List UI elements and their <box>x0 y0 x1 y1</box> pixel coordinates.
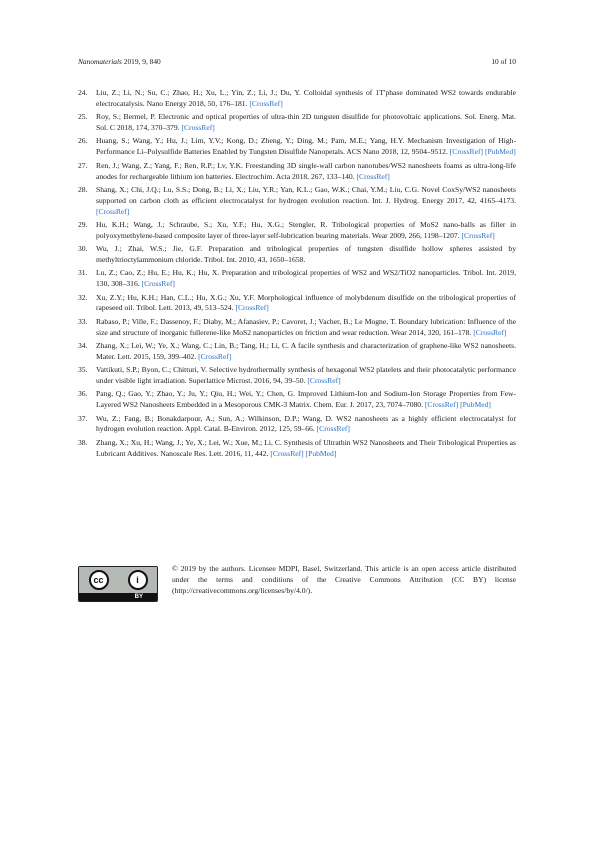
reference-item <box>78 161 516 183</box>
reference-text: Hu, K.H.; Wang, J.; Schraube, S.; Xu, Y.F.; Hu, X.G.; Stengler, R. Tribological properties of MoS2 nano-balls as filler in polyoxymethylene-based composite layer of three-layer self-lubrication bearing materials. Wear 2009, 266, 1198–1207. [CrossRef] <box>96 219 516 240</box>
license-text: © 2019 by the authors. Licensee MDPI, Basel, Switzerland. This article is an open access article distributed under the terms and conditions of the Creative Commons Attribution (CC BY) license (http://creativecommons.org/licenses/by/4.0/). <box>172 564 516 595</box>
attribution-person-icon: i <box>128 570 148 590</box>
reference-item <box>78 317 516 339</box>
reference-item <box>78 293 516 315</box>
reference-item <box>78 88 516 110</box>
reference-links[interactable]: [CrossRef] [PubMed] <box>449 147 516 157</box>
reference-item <box>78 185 516 218</box>
reference-links[interactable]: [CrossRef] <box>307 376 341 386</box>
reference-number: 36. <box>78 389 88 399</box>
reference-text: Huang, S.; Wang, Y.; Hu, J.; Lim, Y.V.; Kong, D.; Zheng, Y.; Ding, M.; Pam, M.E.; Yang, H.Y. Mechanism Investigation of High-Performance Li–Polysulfide Batteries Enabled by Tungsten Disulfide Nanopetals. ACS Nano 2018, 12, 9504–9512. [CrossRef] [PubMed] <box>96 136 516 157</box>
reference-item <box>78 341 516 363</box>
reference-text: Vattikuti, S.P.; Byon, C.; Chitturi, V. Selective hydrothermally synthesis of hexagonal WS2 platelets and their photocatalytic performance under visible light irradiation. Superlattice Microst. 2016, 94, 39–50. [CrossRef] <box>96 365 516 386</box>
reference-item <box>78 438 516 460</box>
reference-text: Wu, Z.; Fang, B.; Bonakdarpour, A.; Sun, A.; Wilkinson, D.P.; Wang, D. WS2 nanosheets as a highly efficient electrocatalyst for hydrogen evolution reaction. Appl. Catal. B-Environ. 2012, 125, 59–66. [CrossRef] <box>96 413 516 434</box>
reference-number: 28. <box>78 184 88 194</box>
reference-links[interactable]: [CrossRef] <box>181 123 215 133</box>
reference-number: 33. <box>78 316 88 326</box>
page-number: 10 of 10 <box>491 57 516 66</box>
reference-number: 26. <box>78 136 88 146</box>
reference-text: Ren, J.; Wang, Z.; Yang, F.; Ren, R.P.; Lv, Y.K. Freestanding 3D single-wall carbon nanotubes/WS2 nanosheets foams as ultra-long-life anodes for rechargeable lithium ion batteries. Electrochim. Acta 2018, 267, 133–140. [CrossRef] <box>96 160 516 181</box>
reference-number: 34. <box>78 340 88 350</box>
reference-number: 31. <box>78 268 88 278</box>
reference-links[interactable]: [CrossRef] [PubMed] <box>424 400 491 410</box>
reference-number: 25. <box>78 112 88 122</box>
reference-links[interactable]: [CrossRef] <box>461 230 495 240</box>
reference-text: Roy, S.; Bermel, P. Electronic and optical properties of ultra-thin 2D tungsten disulfide for photovoltaic applications. Sol. Energ. Mat. Sol. C 2018, 174, 370–379. [CrossRef] <box>96 112 516 133</box>
reference-links[interactable]: [CrossRef] <box>473 327 507 337</box>
cc-by-badge[interactable] <box>78 566 158 602</box>
reference-item <box>78 112 516 134</box>
reference-number: 37. <box>78 413 88 423</box>
reference-item <box>78 414 516 436</box>
cc-badge-icons <box>79 567 157 593</box>
license-block <box>78 564 516 602</box>
reference-text: Xu, Z.Y.; Hu, K.H.; Han, C.L.; Hu, X.G.; Xu, Y.F. Morphological influence of molybdenum disulfide on the tribological properties of rapeseed oil. Tribol. Lett. 2013, 49, 513–524. [CrossRef] <box>96 292 516 313</box>
reference-links[interactable]: [CrossRef] [PubMed] <box>270 448 337 458</box>
reference-text: Pang, Q.; Gao, Y.; Zhao, Y.; Ju, Y.; Qiu, H.; Wei, Y.; Chen, G. Improved Lithium-Ion and Sodium-Ion Storage Properties from Few-Layered WS2 Nanosheets Embedded in a Mesoporous CMK-3 Matrix. Chem. Eur. J. 2017, 23, 7074–7080. [CrossRef] [PubMed] <box>96 389 516 410</box>
reference-item <box>78 389 516 411</box>
reference-text: Shang, X.; Chi, J.Q.; Lu, S.S.; Dong, B.; Li, X.; Liu, Y.R.; Yan, K.L.; Gao, W.K.; Chai, Y.M.; Liu, C.G. Novel CoxSy/WS2 nanosheets supported on carbon cloth as efficient electrocatalyst for hydrogen evolution reaction. Int. J. Hydrog. Energy 2017, 42, 4165–4173. [CrossRef] <box>96 184 516 216</box>
reference-number: 30. <box>78 244 88 254</box>
reference-number: 29. <box>78 219 88 229</box>
reference-text: Rabaso, P.; Ville, F.; Dassenoy, F.; Diaby, M.; Afanasiev, P.; Cavoret, J.; Vacher, B.; Le Mogne, T. Boundary lubrication: Influence of the size and structure of inorganic fullerene-like MoS2 nanoparticles on friction and wear reduction. Wear 2014, 320, 161–178. [CrossRef] <box>96 316 516 337</box>
reference-number: 35. <box>78 365 88 375</box>
reference-list <box>78 88 516 462</box>
reference-links[interactable]: [CrossRef] <box>141 279 175 289</box>
citation-info: 2019, 9, 840 <box>121 57 161 66</box>
reference-number: 32. <box>78 292 88 302</box>
reference-item <box>78 268 516 290</box>
reference-text: Zhang, X.; Xu, H.; Wang, J.; Ye, X.; Lei, W.; Xue, M.; Li, C. Synthesis of Ultrathin WS2 Nanosheets and Their Tribological Properties as Lubricant Additives. Nanoscale Res. Lett. 2016, 11, 442. [CrossRef] [PubMed] <box>96 437 516 458</box>
journal-citation <box>78 57 161 66</box>
reference-item <box>78 136 516 158</box>
reference-links[interactable]: [CrossRef] <box>198 351 232 361</box>
reference-links[interactable]: [CrossRef] <box>356 171 390 181</box>
reference-links[interactable]: [CrossRef] <box>316 424 350 434</box>
reference-number: 27. <box>78 160 88 170</box>
reference-number: 24. <box>78 88 88 97</box>
cc-badge-label: BY <box>134 594 143 600</box>
reference-links[interactable]: [CrossRef] <box>235 303 269 313</box>
running-header <box>78 57 516 66</box>
reference-item <box>78 365 516 387</box>
reference-item <box>78 244 516 266</box>
cc-badge-label-bar <box>79 593 157 601</box>
reference-text: Wu, J.; Zhai, W.S.; Jie, G.F. Preparation and tribological properties of tungsten disulfide hollow spheres assisted by methyltrioctylammonium chloride. Tribol. Int. 2010, 43, 1650–1658. <box>96 244 516 265</box>
creative-commons-icon: cc <box>89 570 109 590</box>
journal-name: Nanomaterials <box>78 57 122 66</box>
reference-links[interactable]: [CrossRef] <box>96 206 130 216</box>
reference-item <box>78 220 516 242</box>
reference-links[interactable]: [CrossRef] <box>249 98 283 108</box>
reference-number: 38. <box>78 437 88 447</box>
reference-text: Liu, Z.; Li, N.; Su, C.; Zhao, H.; Xu, L.; Yin, Z.; Li, J.; Du, Y. Colloidal synthesis of 1T′phase dominated WS2 towards endurable electrocatalysis. Nano Energy 2018, 50, 176–181. [CrossRef] <box>96 88 516 108</box>
reference-text: Lu, Z.; Cao, Z.; Hu, E.; Hu, K.; Hu, X. Preparation and tribological properties of WS2 and WS2/TiO2 nanoparticles. Tribol. Int. 2019, 130, 308–316. [CrossRef] <box>96 268 516 289</box>
reference-text: Zhang, X.; Lei, W.; Ye, X.; Wang, C.; Lin, B.; Tang, H.; Li, C. A facile synthesis and characterization of graphene-like WS2 nanosheets. Mater. Lett. 2015, 159, 399–402. [CrossRef] <box>96 340 516 361</box>
